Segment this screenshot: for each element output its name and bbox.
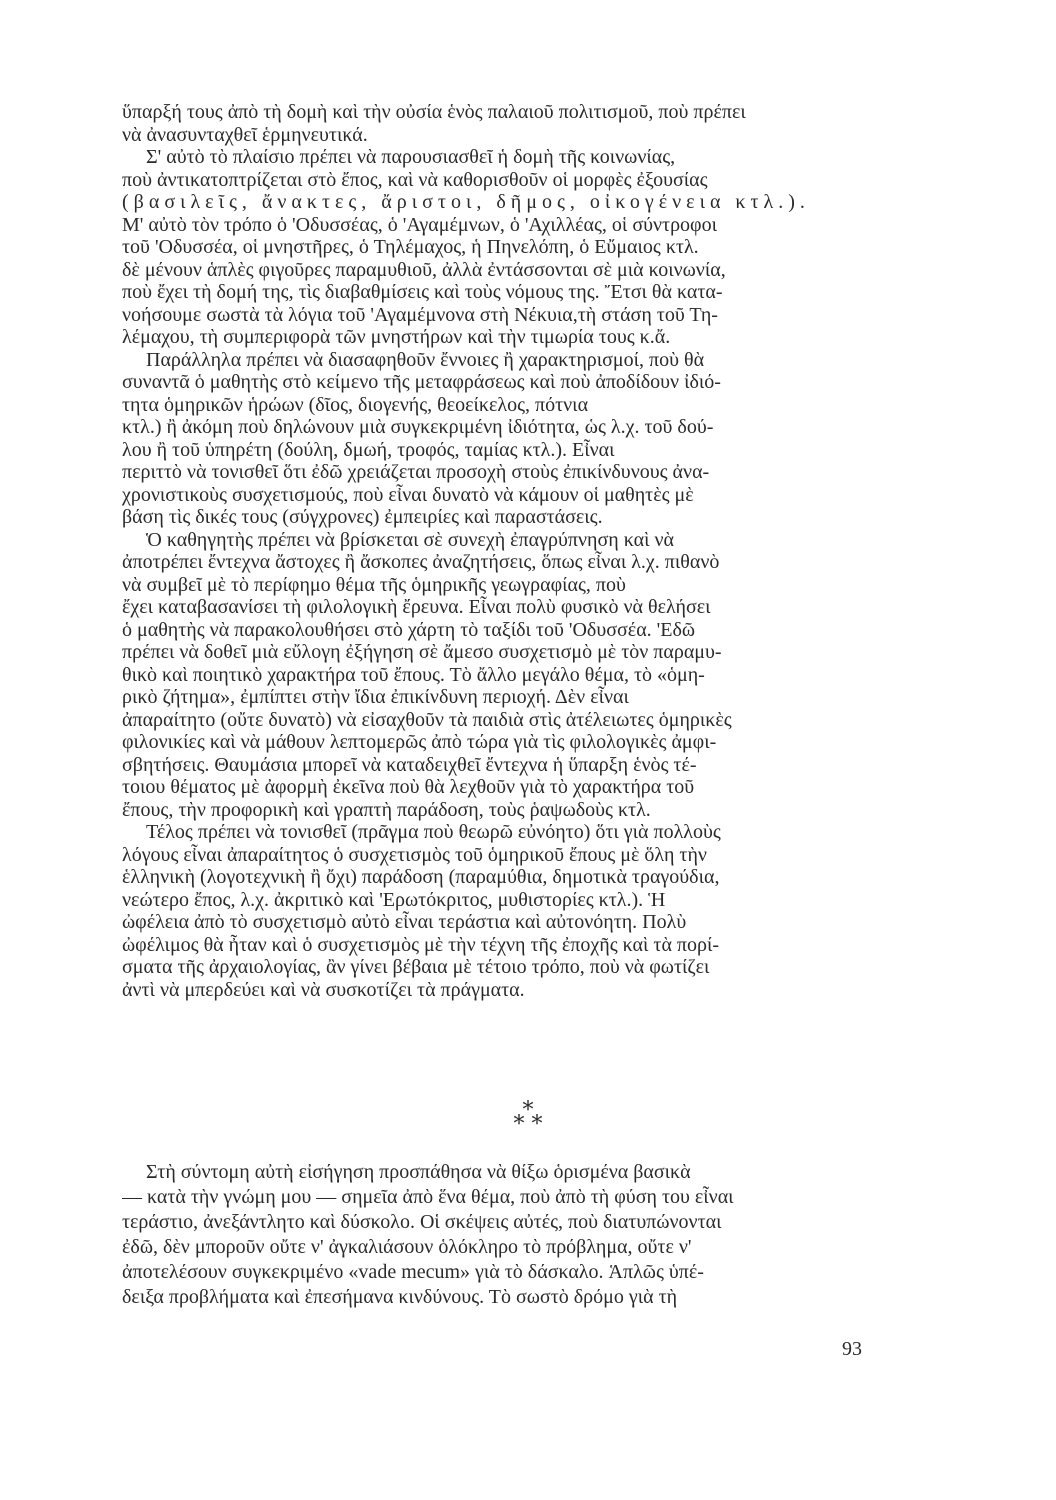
text-line: τητα ὁμηρικῶν ἡρώων (δῖος, διογενής, θεοείκελος, πότνια <box>122 393 589 416</box>
text-line: δὲ μένουν ἁπλὲς φιγοῦρες παραμυθιοῦ, ἀλλὰ ἐντάσσονται σὲ μιὰ κοινωνία, <box>122 258 726 281</box>
text-line: Μ' αὐτὸ τὸν τρόπο ὁ 'Οδυσσέας, ὁ 'Αγαμέμνων, ὁ 'Αχιλλέας, οἱ σύντροφοι <box>122 213 717 236</box>
text-line: ἐδῶ, δὲν μποροῦν οὔτε ν' ἀγκαλιάσουν ὁλόκληρο τὸ πρόβλημα, οὔτε ν' <box>122 1236 692 1258</box>
text-line: νὰ συμβεῖ μὲ τὸ περίφημο θέμα τῆς ὁμηρικῆς γεωγραφίας, ποὺ <box>122 573 626 596</box>
closing-text <box>122 1160 874 1310</box>
text-line: ἀπαραίτητο (οὔτε δυνατὸ) νὰ εἰσαχθοῦν τὰ παιδιὰ στὶς ἀτέλειωτες ὁμηρικὲς <box>122 708 732 731</box>
text-line: ἑλληνικὴ (λογοτεχνικὴ ἢ ὄχι) παράδοση (παραμύθια, δημοτικὰ τραγούδια, <box>122 866 720 888</box>
text-line: φιλονικίες καὶ νὰ μάθουν λεπτομερῶς ἀπὸ τώρα γιὰ τὶς φιλολογικὲς ἀμφι- <box>122 731 717 753</box>
text-line: Παράλληλα πρέπει νὰ διασαφηθοῦν ἔννοιες ἢ χαρακτηρισμοί, ποὺ θὰ <box>146 348 705 371</box>
text-line: ἀποτρέπει ἔντεχνα ἄστοχες ἢ ἄσκοπες ἀναζητήσεις, ὅπως εἶναι λ.χ. πιθανὸ <box>122 551 720 573</box>
text-line: Ὁ καθηγητὴς πρέπει νὰ βρίσκεται σὲ συνεχὴ ἐπαγρύπνηση καὶ νὰ <box>146 528 674 551</box>
text-line: νοήσουμε σωστὰ τὰ λόγια τοῦ 'Αγαμέμνονα στὴ Νέκυια,τὴ στάση τοῦ Τη- <box>122 303 718 326</box>
text-line: ὁ μαθητὴς νὰ παρακολουθήσει στὸ χάρτη τὸ ταξίδι τοῦ 'Οδυσσέα. 'Εδῶ <box>122 618 696 641</box>
text-line: ρικὸ ζήτημα», ἐμπίπτει στὴν ἴδια ἐπικίνδυνη περιοχή. Δὲν εἶναι <box>122 686 629 708</box>
text-line: κτλ.) ἢ ἀκόμη ποὺ δηλώνουν μιὰ συγκεκριμένη ἰδιότητα, ὡς λ.χ. τοῦ δού- <box>122 416 714 438</box>
text-line: τοῦ 'Οδυσσέα, οἱ μνηστῆρες, ὁ Τηλέμαχος, ἡ Πηνελόπη, ὁ Εὔμαιος κτλ. <box>122 236 699 258</box>
text-line: περιττὸ νὰ τονισθεῖ ὅτι ἐδῶ χρειάζεται προσοχὴ στοὺς ἐπικίνδυνους ἀνα- <box>122 461 710 483</box>
text-line: ἀποτελέσουν συγκεκριμένο «vade mecum» γιὰ τὸ δάσκαλο. Ἁπλῶς ὑπέ- <box>122 1261 704 1283</box>
text-line: ποὺ ἀντικατοπτρίζεται στὸ ἔπος, καὶ νὰ καθορισθοῦν οἱ μορφὲς ἐξουσίας <box>122 168 708 191</box>
text-line: πρέπει νὰ δοθεῖ μιὰ εὔλογη ἐξήγηση σὲ ἄμεσο συσχετισμὸ μὲ τὸν παραμυ- <box>122 641 722 663</box>
text-line: συναντᾶ ὁ μαθητὴς στὸ κείμενο τῆς μεταφράσεως καὶ ποὺ ἀποδίδουν ἰδιό- <box>122 371 721 393</box>
text-line: ἀντὶ νὰ μπερδεύει καὶ νὰ συσκοτίζει τὰ πράγματα. <box>122 978 525 1001</box>
text-line: χρονιστικοὺς συσχετισμούς, ποὺ εἶναι δυνατὸ νὰ κάμουν οἱ μαθητὲς μὲ <box>122 483 694 506</box>
text-line: (βασιλεῖς, ἄνακτες, ἄριστοι, δῆμος, οἰκογένεια κτλ.). <box>122 191 810 213</box>
text-line: λου ἢ τοῦ ὑπηρέτη (δούλη, δμωή, τροφός, ταμίας κτλ.). Εἶναι <box>122 438 615 461</box>
main-text <box>122 101 853 1001</box>
text-line: Στὴ σύντομη αὐτὴ εἰσήγηση προσπάθησα νὰ θίξω ὁρισμένα βασικὰ <box>146 1161 691 1183</box>
text-line: νεώτερο ἔπος, λ.χ. ἀκριτικὸ καὶ 'Ερωτόκριτος, μυθιστορίες κτλ.). Ἡ <box>122 888 666 911</box>
text-line: δειξα προβλήματα καὶ ἐπεσήμανα κινδύνους. Τὸ σωστὸ δρόμο γιὰ τὴ <box>122 1286 678 1308</box>
section-divider-asterisks: * * * <box>513 1098 543 1137</box>
text-line: ὕπαρξή τους ἀπὸ τὴ δομὴ καὶ τὴν οὐσία ἑνὸς παλαιοῦ πολιτισμοῦ, ποὺ πρέπει <box>122 101 746 123</box>
text-line: ὠφέλιμος θὰ ἦταν καὶ ὁ συσχετισμὸς μὲ τὴν τέχνη τῆς ἐποχῆς καὶ τὰ πορί- <box>122 933 720 956</box>
text-line: λόγους εἶναι ἀπαραίτητος ὁ συσχετισμὸς τοῦ ὁμηρικοῦ ἔπους μὲ ὅλη τὴν <box>122 843 707 866</box>
text-line: λέμαχου, τὴ συμπεριφορὰ τῶν μνηστήρων καὶ τὴν τιμωρία τους κ.ἄ. <box>122 326 671 348</box>
text-line: ποὺ ἔχει τὴ δομή της, τὶς διαβαθμίσεις καὶ τοὺς νόμους της. Ἔτσι θὰ κατα- <box>122 281 723 303</box>
text-line: τοιου θέματος μὲ ἀφορμὴ ἐκεῖνα ποὺ θὰ λεχθοῦν γιὰ τὸ χαρακτήρα τοῦ <box>122 776 695 798</box>
text-line: βάση τὶς δικές τους (σύγχρονες) ἐμπειρίες καὶ παραστάσεις. <box>122 506 603 528</box>
text-line: ἔπους, τὴν προφορικὴ καὶ γραπτὴ παράδοση, τοὺς ῥαψωδοὺς κτλ. <box>122 798 651 821</box>
text-line: σματα τῆς ἀρχαιολογίας, ἂν γίνει βέβαια μὲ τέτοιο τρόπο, ποὺ νὰ φωτίζει <box>122 956 710 978</box>
text-line: σβητήσεις. Θαυμάσια μπορεῖ νὰ καταδειχθεῖ ἔντεχνα ἡ ὕπαρξη ἑνὸς τέ- <box>122 753 697 776</box>
text-line: ἔχει καταβασανίσει τὴ φιλολογικὴ ἔρευνα. Εἶναι πολὺ φυσικὸ νὰ θελήσει <box>122 596 711 618</box>
page-number: 93 <box>842 1338 862 1360</box>
text-line: νὰ ἀνασυνταχθεῖ ἑρμηνευτικά. <box>122 123 368 146</box>
text-line: τεράστιο, ἀνεξάντλητο καὶ δύσκολο. Οἱ σκέψεις αὐτές, ποὺ διατυπώνονται <box>122 1211 722 1233</box>
text-line: θικὸ καὶ ποιητικὸ χαρακτήρα τοῦ ἔπους. Τὸ ἄλλο μεγάλο θέμα, τὸ «ὁμη- <box>122 663 705 686</box>
text-line: Σ' αὐτὸ τὸ πλαίσιο πρέπει νὰ παρουσιασθεῖ ἡ δομὴ τῆς κοινωνίας, <box>146 146 676 168</box>
text-line: — κατὰ τὴν γνώμη μου — σημεῖα ἀπὸ ἕνα θέμα, ποὺ ἀπὸ τὴ φύση του εἶναι <box>122 1186 734 1208</box>
text-line: Τέλος πρέπει νὰ τονισθεῖ (πρᾶγμα ποὺ θεωρῶ εὐνόητο) ὅτι γιὰ πολλοὺς <box>146 821 721 843</box>
text-line: ὠφέλεια ἀπὸ τὸ συσχετισμὸ αὐτὸ εἶναι τεράστια καὶ αὐτονόητη. Πολὺ <box>122 911 687 933</box>
